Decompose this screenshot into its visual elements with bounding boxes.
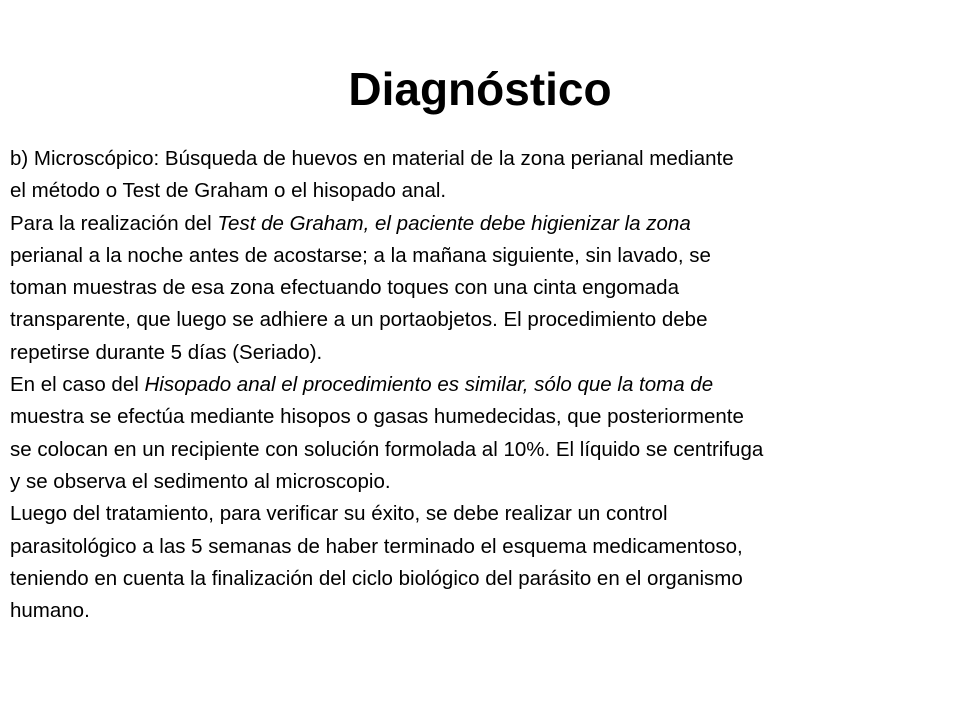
body-line — [10, 143, 955, 175]
body-line — [10, 175, 955, 207]
body-line — [10, 595, 955, 627]
body-line — [10, 401, 955, 433]
body-line — [10, 208, 955, 240]
text-segment: toman muestras de esa zona efectuando toques con una cinta engomada — [10, 276, 679, 300]
text-segment: se colocan en un recipiente con solución formolada al 10%. El líquido se centrifuga — [10, 437, 764, 461]
text-segment: Luego del tratamiento, para verificar su éxito, se debe realizar un control — [10, 502, 668, 526]
text-segment: perianal a la noche antes de acostarse; a la mañana siguiente, sin lavado, se — [10, 243, 711, 267]
body-line — [10, 337, 955, 369]
body-line — [10, 498, 955, 530]
text-segment: parasitológico a las 5 semanas de haber terminado el esquema medicamentoso, — [10, 534, 743, 558]
body-line — [10, 531, 955, 563]
body-line — [10, 272, 955, 304]
body-line — [10, 240, 955, 272]
body-line — [10, 434, 955, 466]
italic-text-segment: Hisopado anal el procedimiento es similar, sólo que la toma de — [144, 373, 714, 397]
text-segment: En el caso del — [10, 373, 145, 397]
body-line — [10, 304, 955, 336]
slide-title: Diagnóstico — [348, 63, 612, 115]
slide-body — [10, 143, 955, 627]
body-line — [10, 369, 955, 401]
text-segment: teniendo en cuenta la finalización del ciclo biológico del parásito en el organismo — [10, 566, 743, 590]
text-segment: Para la realización del — [10, 211, 218, 235]
text-segment: b) Microscópico: Búsqueda de huevos en material de la zona perianal mediante — [10, 147, 734, 170]
text-segment: transparente, que luego se adhiere a un portaobjetos. El procedimiento debe — [10, 308, 708, 332]
text-segment: humano. — [10, 599, 90, 623]
text-segment: repetirse durante 5 días (Seriado). — [10, 340, 323, 364]
text-segment: y se observa el sedimento al microscopio. — [10, 469, 391, 493]
text-segment: el método o Test de Graham o el hisopado anal. — [10, 179, 447, 203]
italic-text-segment: Test de Graham, el paciente debe higienizar la zona — [217, 211, 691, 235]
body-line — [10, 563, 955, 595]
text-segment: muestra se efectúa mediante hisopos o gasas humedecidas, que posteriormente — [10, 405, 744, 429]
body-line — [10, 466, 955, 498]
